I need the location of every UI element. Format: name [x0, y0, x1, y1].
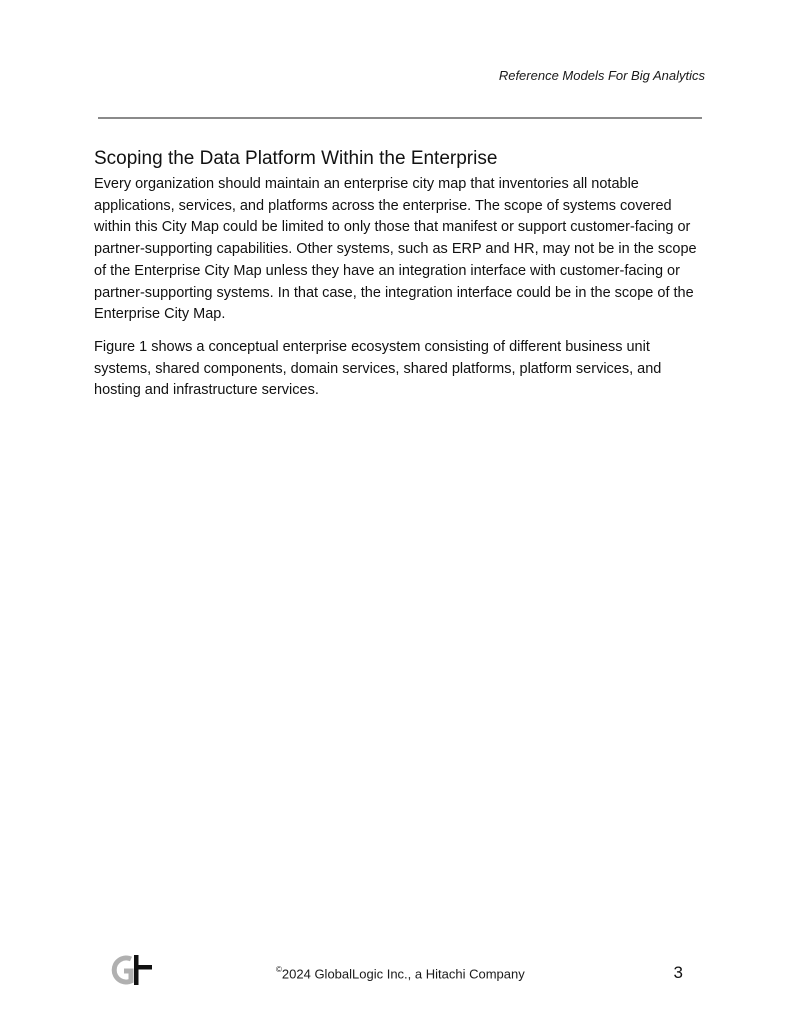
section-title: Scoping the Data Platform Within the Enterprise: [94, 148, 498, 169]
footer-copyright: [276, 966, 525, 981]
body-paragraph-2: Figure 1 shows a conceptual enterprise ecosystem consisting of different business unit systems, shared components, domain services, shared platforms, platform services, and hosting and infrastructure services.: [94, 338, 662, 399]
body-paragraph-1: Every organization should maintain an enterprise city map that inventories all notable applications, services, and platforms across the enterprise. The scope of systems covered within this City Map could be limited to only those that manifest or support customer-facing or partner-supporting capabilities. Other systems, such as ERP and HR, may not be in the scope of the Enterprise City Map unless they have an integration interface with customer-facing or partner-supporting systems. In that case, the integration interface could be in the scope of the Enterprise City Map.: [94, 176, 697, 323]
main-content: [94, 147, 709, 413]
page-number: 3: [673, 963, 683, 982]
globallogic-logo-icon: [105, 953, 155, 987]
copyright-text: 2024 GlobalLogic Inc., a Hitachi Company: [281, 966, 525, 982]
running-header: Reference Models For Big Analytics: [498, 68, 705, 83]
copyright-symbol: ©: [276, 965, 282, 974]
header-rule: [98, 117, 702, 119]
